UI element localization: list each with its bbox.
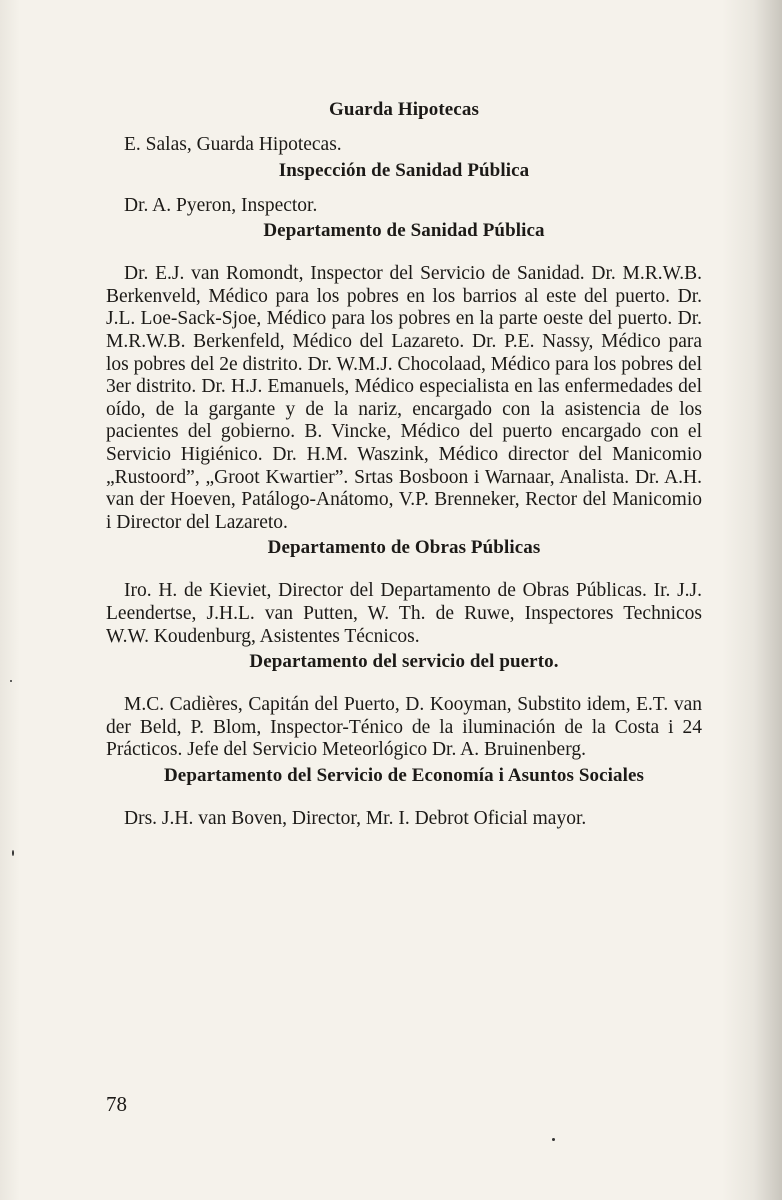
heading-departamento-sanidad: Departamento de Sanidad Pública — [263, 220, 545, 242]
print-speck — [12, 850, 14, 856]
heading-inspeccion-sanidad: Inspección de Sanidad Pública — [278, 159, 530, 181]
heading-obras-publicas: Departamento de Obras Públicas — [267, 537, 541, 559]
body-departamento-sanidad: Dr. E.J. van Romondt, Inspector del Servicio de Sanidad. Dr. M.R.W.B. Berkenveld, Médico para los pobres en los barrios al este del puerto. Dr. J.L. Loe-Sack-Sjoe, Médico para los pobres en la parte oeste del puerto. Dr. M.R.W.B. Berkenfeld, Médico del Lazareto. Dr. P.E. Nassy, Médico para los pobres del 2e distrito. Dr. W.M.J. Chocolaad, Médico para los pobres del 3er distrito. Dr. H.J. Emanuels, Médico especialista en las enfermedades del oído, de la gargante y de la nariz, encargado con la asistencia de los pacientes del gobierno. B. Vincke, Médico del puerto encargado con el Servicio Higiénico. Dr. H.M. Waszink, Médico director del Manicomio „Rustoord”, „Groot Kwartier”. Srtas Bosboon i Warnaar, Analista. Dr. A.H. van der Hoeven, Patálogo-Anátomo, V.P. Brenneker, Rector del Manicomio i Director del Lazareto. — [106, 263, 702, 533]
body-guarda-hipotecas: E. Salas, Guarda Hipotecas. — [124, 134, 342, 155]
body-servicio-puerto: M.C. Cadières, Capitán del Puerto, D. Kooyman, Substito idem, E.T. van der Beld, P. Blom, Inspector-Ténico de la iluminación de la Costa i 24 Prácticos. Jefe del Servicio Meteorlógico Dr. A. Bruinenberg. — [106, 694, 702, 761]
print-speck — [552, 1138, 555, 1141]
body-inspeccion-sanidad: Dr. A. Pyeron, Inspector. — [124, 194, 318, 216]
body-economia-asuntos-sociales: Drs. J.H. van Boven, Director, Mr. I. Debrot Oficial mayor. — [124, 807, 587, 829]
print-speck — [10, 680, 12, 682]
page-content — [106, 96, 702, 830]
heading-economia-asuntos-sociales: Departamento del Servicio de Economía i Asuntos Sociales — [163, 764, 645, 786]
heading-servicio-puerto: Departamento del servicio del puerto. — [249, 651, 559, 673]
body-obras-publicas: Iro. H. de Kieviet, Director del Departamento de Obras Públicas. Ir. J.J. Leendertse, J.H.L. van Putten, W. Th. de Ruwe, Inspectores Technicos W.W. Koudenburg, Asistentes Técnicos. — [106, 580, 702, 647]
page-number: 78 — [106, 1092, 127, 1116]
heading-guarda-hipotecas: Guarda Hipotecas — [329, 99, 479, 120]
